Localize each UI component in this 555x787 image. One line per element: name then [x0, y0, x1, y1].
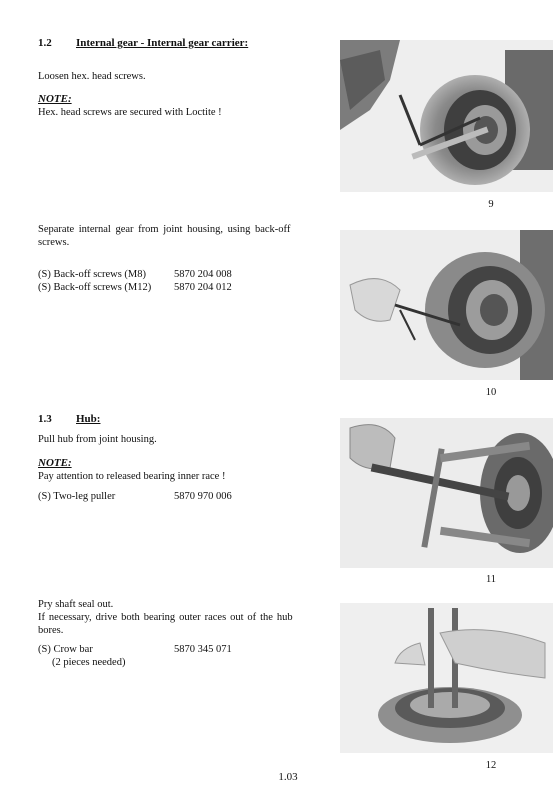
section-number: 1.2	[38, 37, 52, 49]
tool-name-2: (S) Back-off screws (M12)	[38, 282, 152, 293]
section-title: Internal gear - Internal gear carrier:	[76, 37, 249, 49]
tool-part-1: 5870 204 008	[174, 269, 232, 280]
step-loosen-screws: Loosen hex. head screws.	[38, 71, 146, 82]
note-label: NOTE:	[38, 93, 72, 105]
tool-part-puller: 5870 970 006	[174, 491, 232, 502]
figure-number-11: 11	[485, 574, 497, 585]
tool-qty-crowbar: (2 pieces needed)	[52, 657, 126, 668]
section-heading-1-2	[38, 37, 248, 49]
photo-figure-10	[340, 230, 553, 380]
note-text: Hex. head screws are secured with Loctite !	[38, 107, 222, 118]
section-title: Hub:	[76, 413, 101, 425]
page-number: 1.03	[278, 771, 298, 783]
photo-figure-12	[340, 603, 553, 753]
section-heading-1-3	[38, 413, 100, 425]
note-text: Pay attention to released bearing inner race !	[38, 471, 226, 482]
tool-name-crowbar: (S) Crow bar	[38, 644, 93, 655]
tool-part-2: 5870 204 012	[174, 282, 232, 293]
step-separate-line1: Separate internal gear from joint housing, using back-off	[38, 224, 291, 235]
step-drive-races-line1: If necessary, drive both bearing outer races out of the hub	[38, 612, 293, 623]
tool-name-puller: (S) Two-leg puller	[38, 491, 116, 502]
step-pry-seal: Pry shaft seal out.	[38, 599, 114, 610]
tool-name-1: (S) Back-off screws (M8)	[38, 269, 146, 280]
figure-number-9: 9	[488, 199, 494, 210]
figure-number-12: 12	[485, 760, 497, 771]
tool-part-crowbar: 5870 345 071	[174, 644, 232, 655]
figure-number-10: 10	[485, 387, 497, 398]
photo-figure-9	[340, 40, 553, 192]
photo-figure-11	[340, 418, 553, 568]
section-number: 1.3	[38, 413, 52, 425]
step-separate-line2: screws.	[38, 237, 70, 248]
step-drive-races-line2: bores.	[38, 625, 64, 636]
step-pull-hub: Pull hub from joint housing.	[38, 434, 157, 445]
note-label: NOTE:	[38, 457, 72, 469]
